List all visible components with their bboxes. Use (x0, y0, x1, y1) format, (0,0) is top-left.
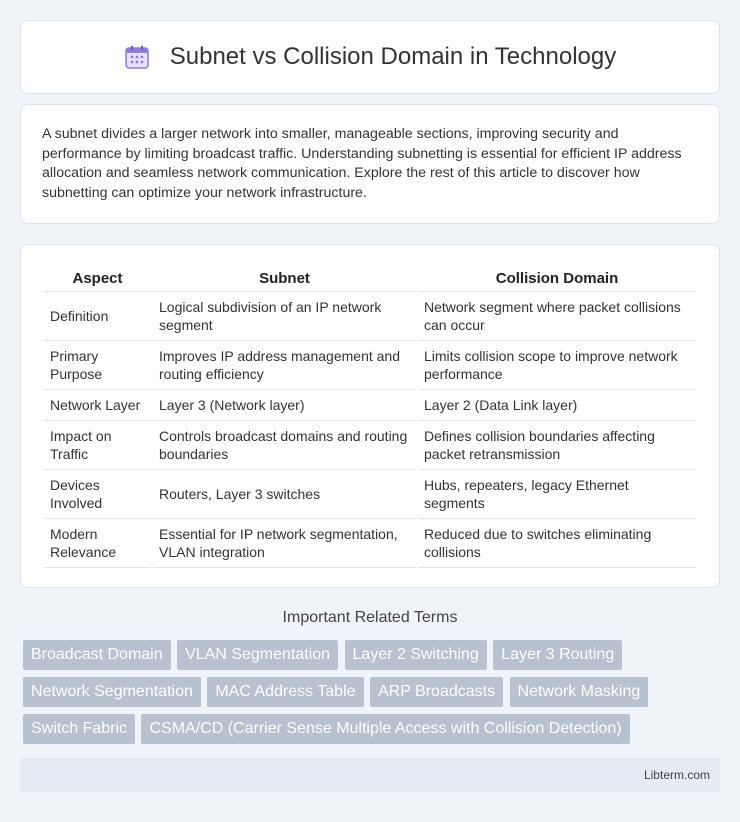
table-cell: Logical subdivision of an IP network segment (153, 291, 416, 340)
related-term-tag[interactable]: Network Segmentation (23, 677, 201, 707)
table-cell: Essential for IP network segmentation, VLAN integration (153, 518, 416, 568)
table-cell: Reduced due to switches eliminating collisions (418, 518, 696, 568)
related-term-tag[interactable]: MAC Address Table (207, 677, 363, 707)
related-term-tag[interactable]: Layer 3 Routing (493, 640, 622, 670)
related-term-tag[interactable]: CSMA/CD (Carrier Sense Multiple Access with Collision Detection) (141, 714, 629, 744)
table-row (44, 518, 696, 568)
table-header-row (44, 265, 696, 291)
table-cell: Improves IP address management and routing efficiency (153, 340, 416, 389)
table-cell: Layer 2 (Data Link layer) (418, 389, 696, 420)
header-subnet: Subnet (259, 269, 310, 287)
related-term-tag[interactable]: Switch Fabric (23, 714, 135, 744)
related-term-tag[interactable]: VLAN Segmentation (177, 640, 338, 670)
title-card (20, 20, 720, 94)
table-cell: Impact on Traffic (44, 420, 151, 469)
page-title: Subnet vs Collision Domain in Technology (169, 43, 617, 70)
calendar-grid-icon (124, 44, 150, 70)
related-term-tag[interactable]: Layer 2 Switching (345, 640, 487, 670)
related-term-tag[interactable]: Broadcast Domain (23, 640, 171, 670)
intro-card (20, 104, 720, 224)
related-terms-list (23, 640, 723, 751)
table-cell: Primary Purpose (44, 340, 151, 389)
table-cell: Limits collision scope to improve network performance (418, 340, 696, 389)
table-row (44, 340, 696, 389)
table-row (44, 291, 696, 340)
table-row (44, 389, 696, 420)
comparison-table (42, 265, 698, 568)
table-cell: Controls broadcast domains and routing boundaries (153, 420, 416, 469)
table-cell: Devices Involved (44, 469, 151, 518)
table-cell: Network Layer (44, 389, 151, 420)
header-aspect: Aspect (72, 269, 123, 287)
footer (20, 758, 720, 792)
table-cell: Defines collision boundaries affecting packet retransmission (418, 420, 696, 469)
table-row (44, 420, 696, 469)
table-row (44, 469, 696, 518)
footer-site-link[interactable]: Libterm.com (643, 768, 710, 782)
comparison-card (20, 244, 720, 588)
related-term-tag[interactable]: Network Masking (510, 677, 649, 707)
intro-paragraph: A subnet divides a larger network into smaller, manageable sections, improving security and performance by limiting broadcast traffic. Understanding subnetting is essential for efficient IP address allocation and seamless network communication. Explore the rest of this article to discover how subnetting can optimize your network infrastructure. (42, 126, 682, 201)
related-terms-heading: Important Related Terms (282, 609, 458, 626)
table-cell: Layer 3 (Network layer) (153, 389, 416, 420)
related-term-tag[interactable]: ARP Broadcasts (370, 677, 503, 707)
table-cell: Definition (44, 291, 151, 340)
table-cell: Routers, Layer 3 switches (153, 469, 416, 518)
table-cell: Modern Relevance (44, 518, 151, 568)
table-cell: Network segment where packet collisions can occur (418, 291, 696, 340)
header-collision-domain: Collision Domain (495, 269, 619, 287)
table-cell: Hubs, repeaters, legacy Ethernet segments (418, 469, 696, 518)
